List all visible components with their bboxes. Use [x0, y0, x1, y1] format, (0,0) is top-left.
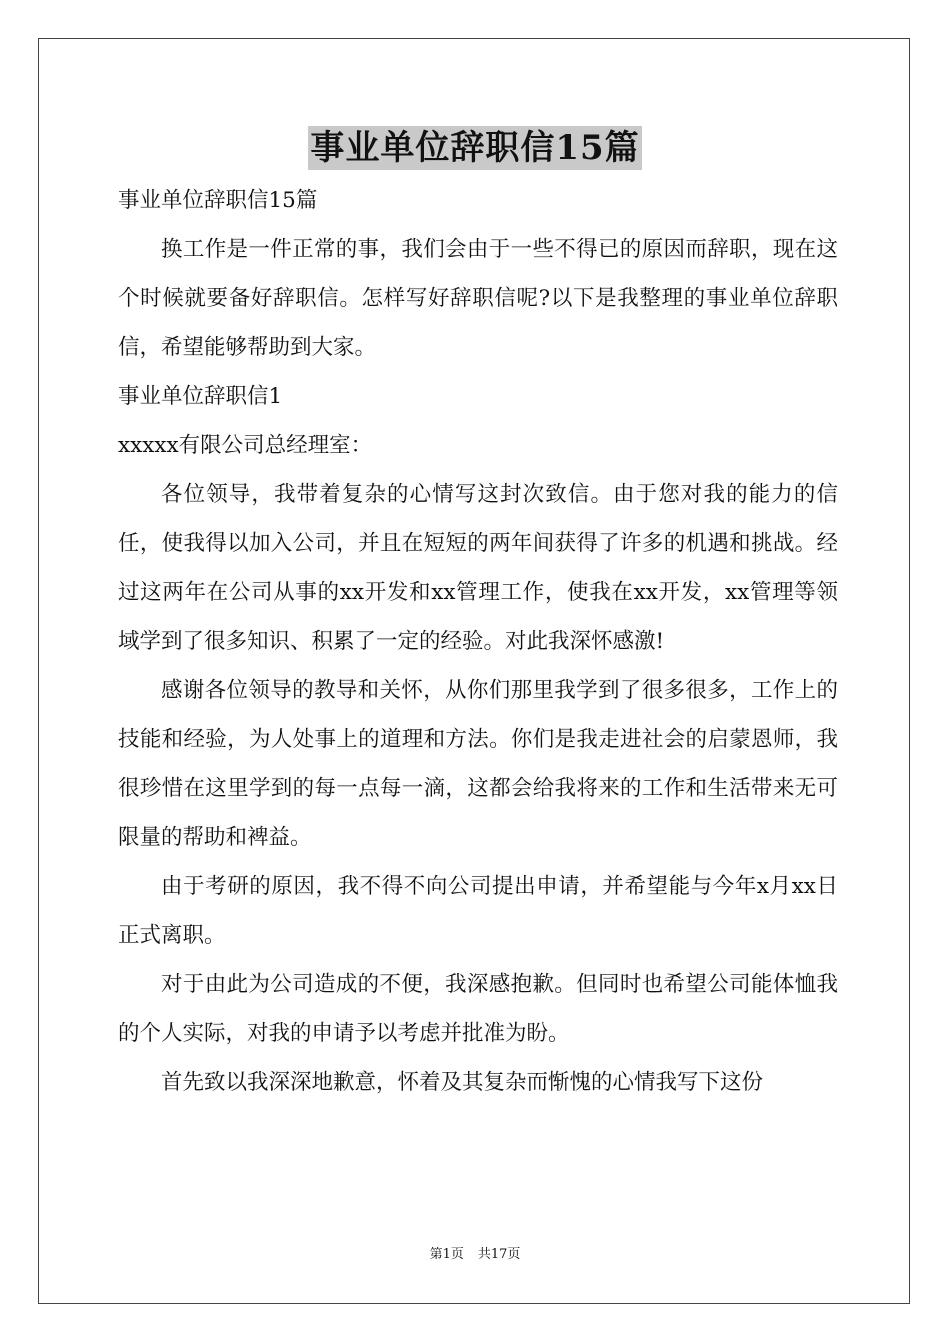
paragraph: xxxxx有限公司总经理室： [118, 433, 373, 458]
paragraph: 事业单位辞职信15篇 [118, 188, 318, 213]
paragraph: 感谢各位领导的教导和关怀，从你们那里我学到了很多很多，工作上的技能和经验，为人处事上的道理和方法。你们是我走进社会的启蒙恩师，我很珍惜在这里学到的每一点每一滴，这都会给我将来的工作和生活带来无可限量的帮助和裨益。 [118, 678, 838, 850]
title-container [0, 126, 950, 170]
paragraph: 首先致以我深深地歉意，怀着及其复杂而惭愧的心情我写下这份 [161, 1070, 764, 1095]
paragraph: 对于由此为公司造成的不便，我深感抱歉。但同时也希望公司能体恤我的个人实际，对我的申请予以考虑并批准为盼。 [118, 972, 838, 1046]
paragraph: 换工作是一件正常的事，我们会由于一些不得已的原因而辞职，现在这个时候就要备好辞职信。怎样写好辞职信呢?以下是我整理的事业单位辞职信，希望能够帮助到大家。 [118, 237, 838, 360]
document-title: 事业单位辞职信15篇 [310, 128, 640, 168]
page-total: 共17页 [477, 1247, 521, 1262]
document-body [118, 176, 838, 1107]
page-footer [0, 1245, 950, 1265]
paragraph: 各位领导，我带着复杂的心情写这封次致信。由于您对我的能力的信任，使我得以加入公司，并且在短短的两年间获得了许多的机遇和挑战。经过这两年在公司从事的xx开发和xx管理工作，使我在xx开发，xx管理等领域学到了很多知识、积累了一定的经验。对此我深怀感激! [118, 482, 838, 654]
paragraph: 事业单位辞职信1 [118, 384, 283, 409]
page-number: 第1页 [429, 1247, 464, 1262]
paragraph: 由于考研的原因，我不得不向公司提出申请，并希望能与今年x月xx日正式离职。 [118, 874, 838, 948]
